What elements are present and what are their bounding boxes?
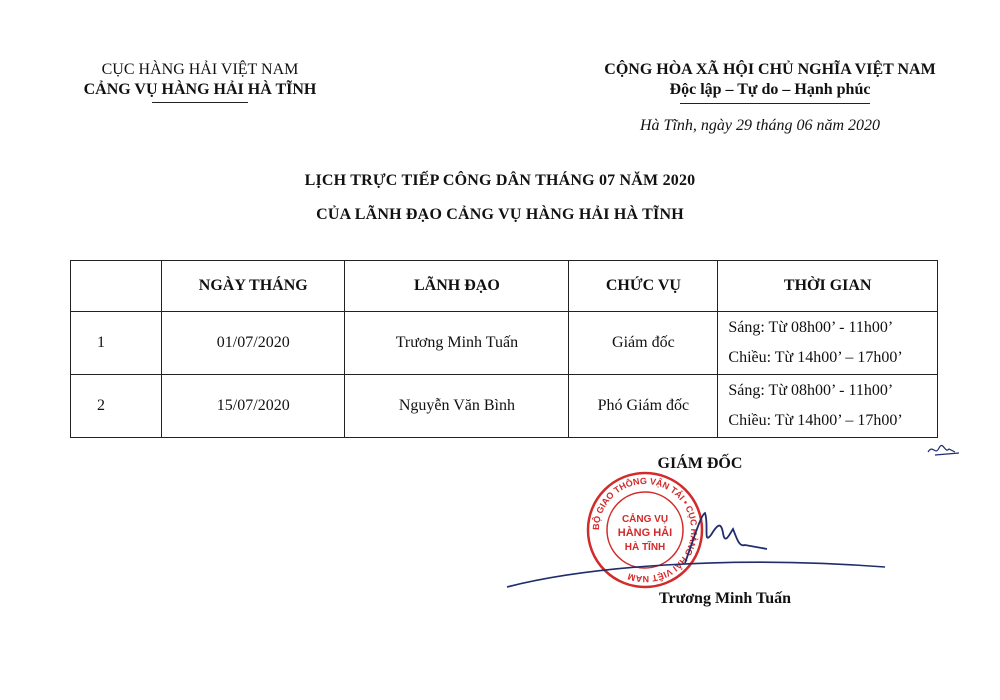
parent-agency: CỤC HÀNG HẢI VIỆT NAM: [101, 61, 299, 78]
agency-header: [60, 60, 340, 100]
row-number: 1: [71, 312, 162, 375]
national-header: [590, 60, 950, 100]
motto-underline: [680, 103, 870, 104]
seal-inner-line3: HÀ TĨNH: [624, 542, 666, 553]
row-leader: Nguyễn Văn Bình: [345, 375, 569, 438]
row-number: 2: [71, 375, 162, 438]
document-subtitle: CỦA LÃNH ĐẠO CẢNG VỤ HÀNG HẢI HÀ TĨNH: [316, 206, 684, 223]
handwritten-signature-icon: [505, 505, 905, 595]
col-header-time: THỜI GIAN: [718, 261, 938, 312]
row-time-morning: Sáng: Từ 08h00’ - 11h00’: [728, 382, 894, 399]
date-line: Hà Tĩnh, ngày 29 tháng 06 năm 2020: [640, 117, 880, 134]
col-header-leader: LÃNH ĐẠO: [345, 261, 569, 312]
national-name: CỘNG HÒA XÃ HỘI CHỦ NGHĨA VIỆT NAM: [604, 61, 936, 78]
initial-mark-icon: [925, 440, 965, 460]
row-leader: Trương Minh Tuấn: [345, 312, 569, 375]
table-row: [71, 312, 938, 375]
row-date: 15/07/2020: [162, 375, 345, 438]
row-date: 01/07/2020: [162, 312, 345, 375]
agency-underline: [152, 102, 248, 103]
col-header-date: NGÀY THÁNG: [162, 261, 345, 312]
schedule-table: [70, 260, 938, 438]
col-header-position: CHỨC VỤ: [569, 261, 718, 312]
document-title: LỊCH TRỰC TIẾP CÔNG DÂN THÁNG 07 NĂM 2020: [304, 172, 696, 189]
seal-inner-line1: CẢNG VỤ: [621, 514, 669, 525]
row-time-afternoon: Chiều: Từ 14h00’ – 17h00’: [728, 349, 903, 366]
table-row: [71, 375, 938, 438]
row-time: [718, 312, 938, 375]
col-header-no: [71, 261, 162, 312]
row-time: [718, 375, 938, 438]
row-time-morning: Sáng: Từ 08h00’ - 11h00’: [728, 319, 894, 336]
seal-ring-text: BỘ GIAO THÔNG VẬN TẢI • CỤC HÀNG HẢI VIỆT NAM: [590, 475, 700, 585]
agency-name: CẢNG VỤ HÀNG HẢI HÀ TĨNH: [83, 81, 317, 98]
seal-inner-line2: HÀNG HẢI: [617, 527, 673, 539]
row-time-afternoon: Chiều: Từ 14h00’ – 17h00’: [728, 412, 903, 429]
signer-role: GIÁM ĐỐC: [657, 455, 743, 472]
table-header-row: [71, 261, 938, 312]
signer-name: Trương Minh Tuấn: [659, 590, 791, 607]
row-position: Phó Giám đốc: [569, 375, 718, 438]
national-motto: Độc lập – Tự do – Hạnh phúc: [669, 81, 871, 98]
row-position: Giám đốc: [569, 312, 718, 375]
